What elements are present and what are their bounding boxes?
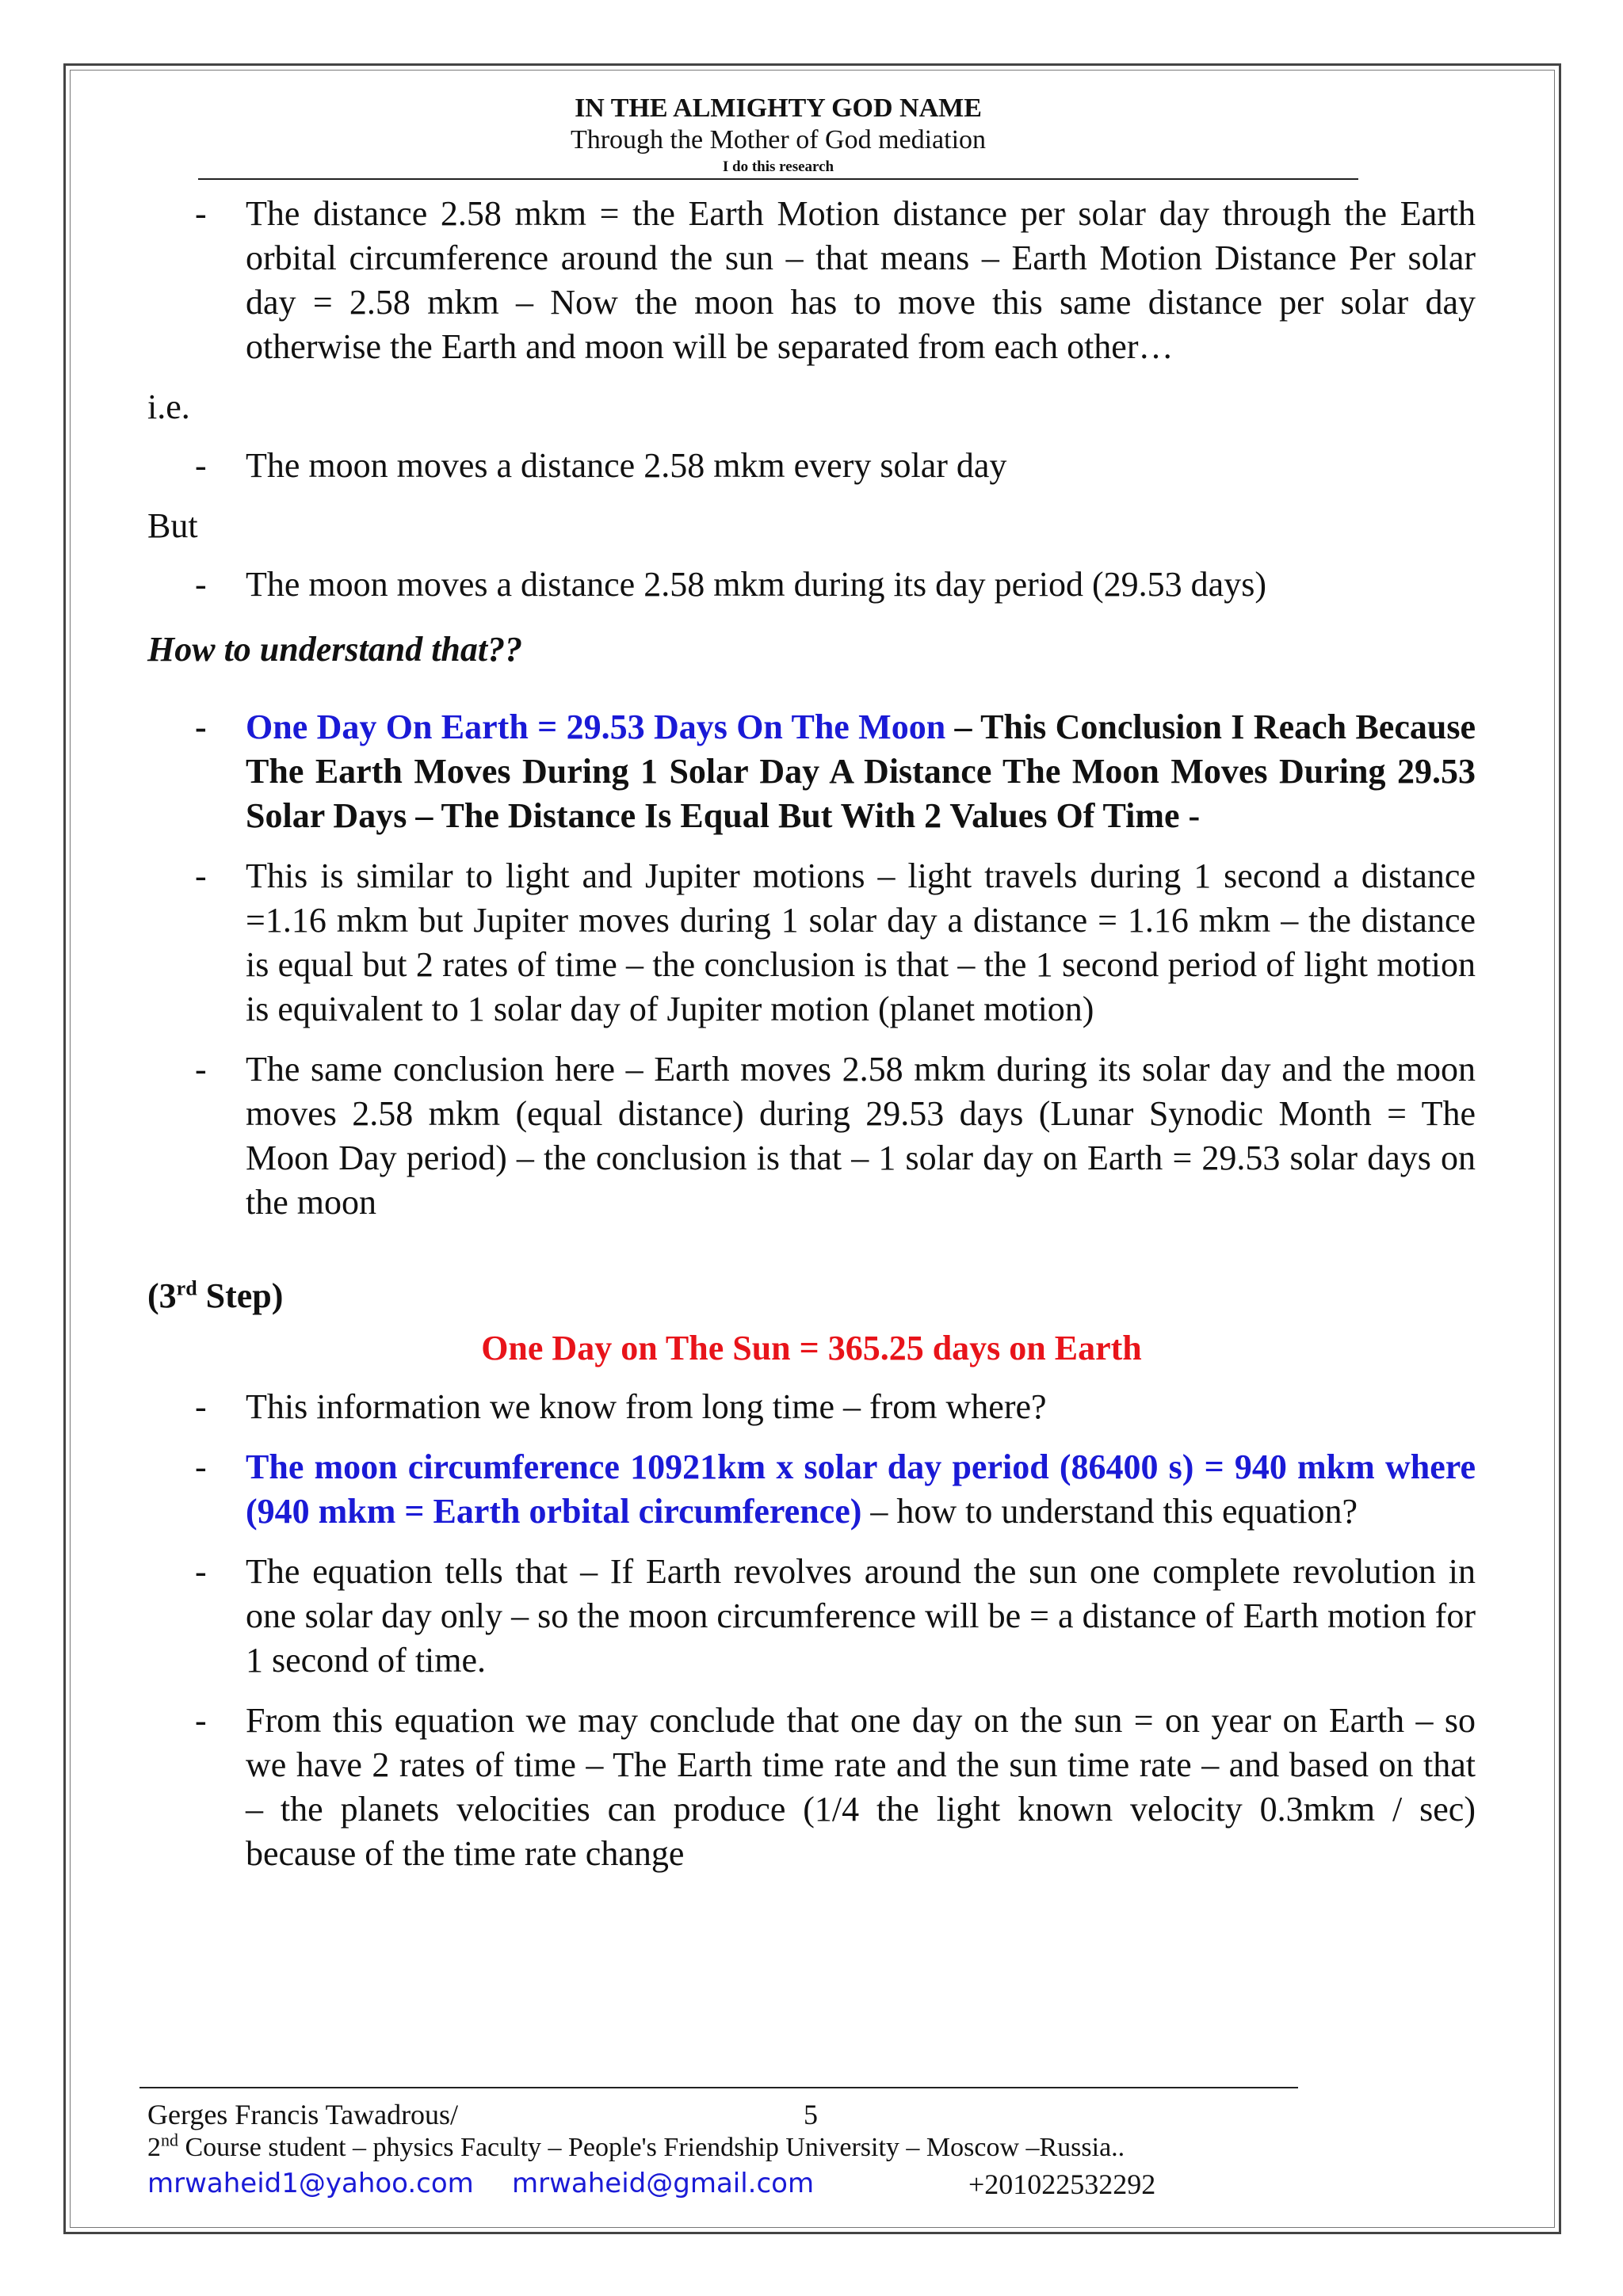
list-item xyxy=(147,563,1476,607)
list-dash: - xyxy=(195,707,207,746)
list-item xyxy=(147,192,1476,369)
list-dash: - xyxy=(195,565,207,604)
list-item xyxy=(147,1385,1476,1429)
item-text: The same conclusion here – Earth moves 2.58 mkm during its solar day and the moon moves 2.58 mkm (equal distance) during 29.53 days (Lunar Synodic Month = The Moon Day period) – the conclusion is that – 1 solar day on Earth = 29.53 solar days on the moon xyxy=(246,1050,1476,1222)
email-link-yahoo[interactable]: mrwaheid1@yahoo.com xyxy=(147,2168,474,2199)
list-dash: - xyxy=(195,856,207,895)
list-dash: - xyxy=(195,1387,207,1426)
list-item xyxy=(147,705,1476,838)
list-item xyxy=(147,854,1476,1032)
list-item xyxy=(147,444,1476,488)
list-item xyxy=(147,1047,1476,1225)
item-text: The moon moves a distance 2.58 mkm during its day period (29.53 days) xyxy=(246,565,1266,604)
item-text: The distance 2.58 mkm = the Earth Motion distance per solar day through the Earth orbital circumference around the sun – that means – Earth Motion Distance Per solar day = 2.58 mkm – Now the moon has to move this same distance per solar day otherwise the Earth and moon will be separated from each other… xyxy=(246,194,1476,366)
item-text: The moon moves a distance 2.58 mkm every solar day xyxy=(246,446,1007,485)
header-small: I do this research xyxy=(722,158,834,175)
footer-phone: +201022532292 xyxy=(968,2168,1156,2200)
item-highlight: The moon circumference 10921km x solar day period (86400 s) = 940 mkm where (940 mkm = Earth orbital circumference) xyxy=(246,1447,1476,1531)
email-link-gmail[interactable]: mrwaheid@gmail.com xyxy=(512,2168,815,2199)
header-rule xyxy=(198,178,1358,180)
list-item xyxy=(147,1550,1476,1683)
item-text: – This Conclusion I Reach Because The Earth Moves During 1 Solar Day A Distance The Moon Moves During 29.53 Solar Days – The Distance Is Equal But With 2 Values Of Time - xyxy=(246,707,1476,835)
item-text: From this equation we may conclude that one day on the sun = on year on Earth – so we have 2 rates of time – The Earth time rate and the sun time rate – and based on that – the planets velocities can produce (1/4 the light known velocity 0.3mkm / sec) because of the time rate change xyxy=(246,1701,1476,1873)
list-dash: - xyxy=(195,1050,207,1089)
list-dash: - xyxy=(195,446,207,485)
list-dash: - xyxy=(195,1552,207,1591)
header-title: IN THE ALMIGHTY GOD NAME xyxy=(575,93,982,123)
ie-text: i.e. xyxy=(147,387,190,426)
question-heading: How to understand that?? xyxy=(147,630,523,669)
item-text: The equation tells that – If Earth revolves around the sun one complete revolution in one solar day only – so the moon circumference will be = a distance of Earth motion for 1 second of time. xyxy=(246,1552,1476,1680)
list-dash: - xyxy=(195,194,207,233)
red-heading: One Day on The Sun = 365.25 days on Earth xyxy=(481,1329,1142,1367)
main-content xyxy=(147,192,1476,1892)
header-subtitle: Through the Mother of God mediation xyxy=(570,125,987,154)
item-highlight: One Day On Earth = 29.53 Days On The Moon xyxy=(246,707,946,746)
page-number: 5 xyxy=(804,2099,818,2130)
list-dash: - xyxy=(195,1447,207,1486)
list-dash: - xyxy=(195,1701,207,1740)
item-text: – how to understand this equation? xyxy=(861,1492,1358,1531)
footer-author: Gerges Francis Tawadrous/ xyxy=(147,2099,459,2130)
item-text: This information we know from long time – from where? xyxy=(246,1387,1047,1426)
footer-rule xyxy=(139,2087,1298,2088)
footer-course: 2nd Course student – physics Faculty – People's Friendship University – Moscow –Russia.. xyxy=(147,2130,1125,2162)
list-item xyxy=(147,1699,1476,1876)
list-item xyxy=(147,1445,1476,1534)
item-text: This is similar to light and Jupiter motions – light travels during 1 second a distance =1.16 mkm but Jupiter moves during 1 solar day a distance = 1.16 mkm – the distance is equal but 2 rates of time – the conclusion is that – the 1 second period of light motion is equivalent to 1 solar day of Jupiter motion (planet motion) xyxy=(246,856,1476,1028)
step-heading: (3rd Step) xyxy=(147,1276,284,1315)
but-text: But xyxy=(147,506,198,545)
